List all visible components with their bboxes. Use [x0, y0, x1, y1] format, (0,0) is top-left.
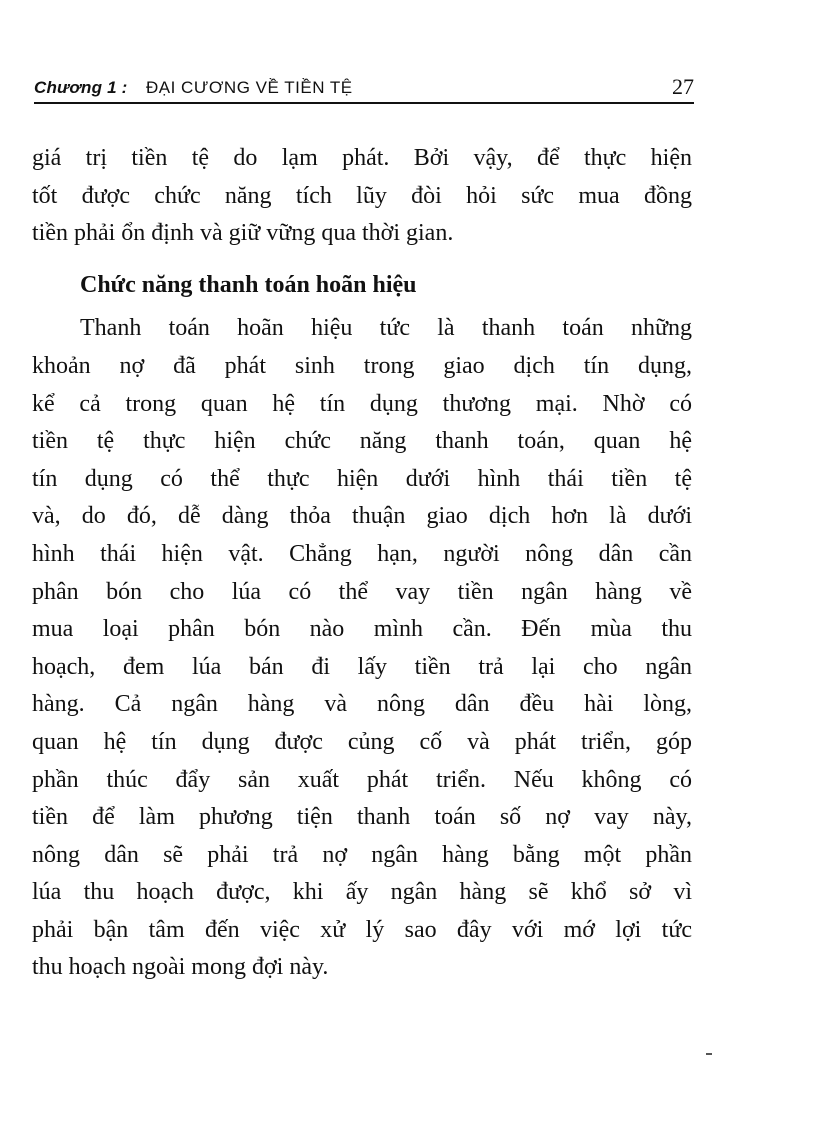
text-line: tín dụng có thể thực hiện dưới hình thái tiền tệ — [32, 465, 692, 492]
paragraph-deferred-payment — [32, 310, 692, 987]
text-line: hình thái hiện vật. Chẳng hạn, người nông dân cần — [32, 540, 692, 567]
text-line: nông dân sẽ phải trả nợ ngân hàng bằng một phần — [32, 841, 692, 868]
text-line: và, do đó, dễ dàng thỏa thuận giao dịch hơn là dưới — [32, 503, 692, 530]
text-line: giá trị tiền tệ do lạm phát. Bởi vậy, để thực hiện — [32, 145, 692, 171]
chapter-title: ĐẠI CƯƠNG VỀ TIỀN TỆ — [146, 78, 353, 97]
text-line: hoạch, đem lúa bán đi lấy tiền trả lại cho ngân — [32, 653, 692, 680]
chapter-label: Chương 1 : — [34, 78, 128, 97]
text-line: kể cả trong quan hệ tín dụng thương mại. Nhờ có — [32, 390, 692, 417]
text-line: quan hệ tín dụng được củng cố và phát triển, góp — [32, 728, 692, 755]
text-line: phân bón cho lúa có thể vay tiền ngân hàng về — [32, 578, 692, 605]
text-line: phải bận tâm đến việc xử lý sao đây với mớ lợi tức — [32, 916, 692, 943]
text-line: mua loại phân bón nào mình cần. Đến mùa thu — [32, 616, 692, 643]
section-heading: Chức năng thanh toán hoãn hiệu — [80, 271, 417, 298]
text-line: lúa thu hoạch được, khi ấy ngân hàng sẽ khổ sở vì — [32, 879, 692, 906]
text-line: Thanh toán hoãn hiệu tức là thanh toán những — [80, 315, 692, 342]
body-text — [32, 140, 692, 987]
text-line: tiền phải ổn định và giữ vững qua thời gian. — [32, 220, 454, 247]
text-line: khoản nợ đã phát sinh trong giao dịch tín dụng, — [32, 352, 692, 379]
scan-speck — [706, 1053, 712, 1055]
running-header — [34, 76, 694, 104]
text-line: tiền tệ thực hiện chức năng thanh toán, quan hệ — [32, 428, 692, 455]
paragraph-continued — [32, 140, 692, 253]
text-line: hàng. Cả ngân hàng và nông dân đều hài lòng, — [32, 691, 692, 718]
text-line: tốt được chức năng tích lũy đòi hỏi sức mua đồng — [32, 182, 692, 209]
page-number: 27 — [672, 74, 694, 99]
text-line: phần thúc đẩy sản xuất phát triển. Nếu không có — [32, 766, 692, 793]
text-line: thu hoạch ngoài mong đợi này. — [32, 954, 329, 981]
text-line: tiền để làm phương tiện thanh toán số nợ vay này, — [32, 804, 692, 831]
